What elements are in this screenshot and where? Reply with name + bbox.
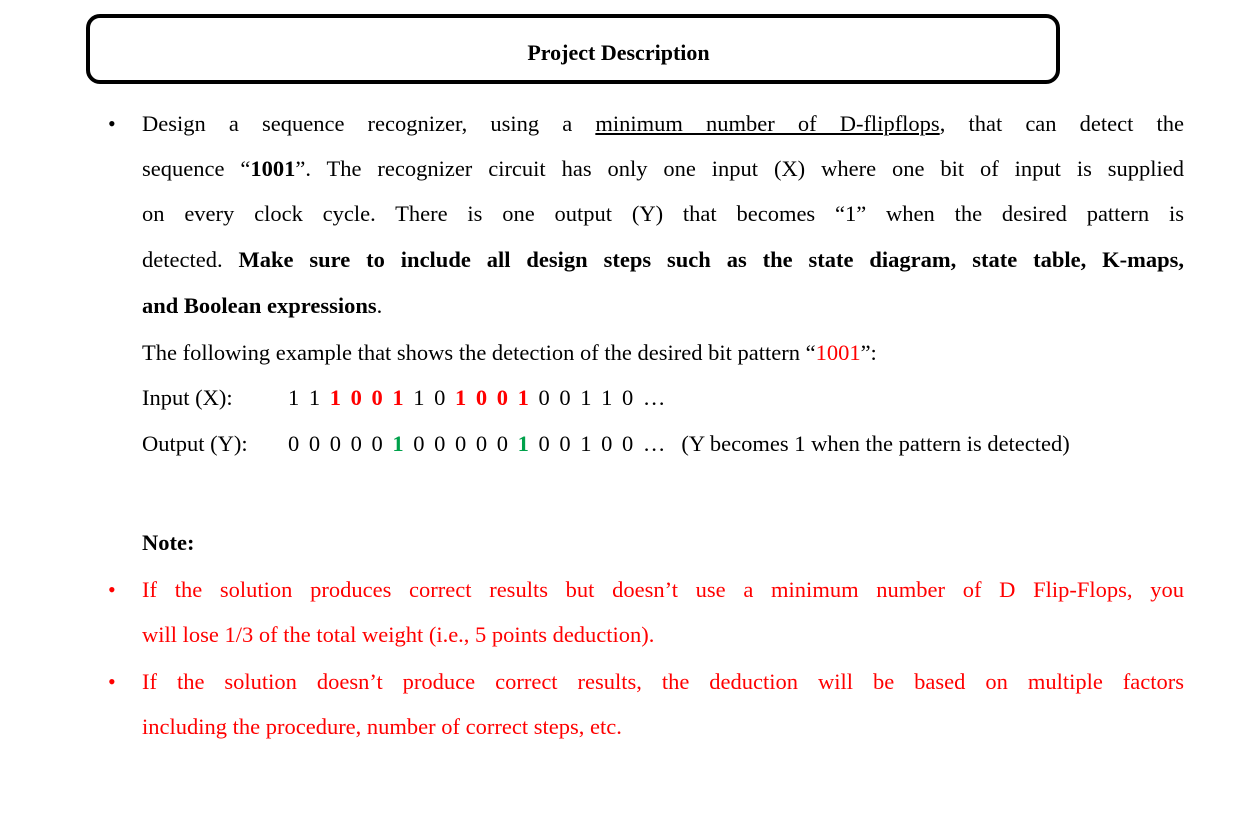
design-line-5: and Boolean expressions. <box>142 293 383 318</box>
underlined-phrase: minimum number of D-flipflops <box>595 111 940 136</box>
note-item-1-line-1: If the solution produces correct results but doesn’t use a minimum number of D Flip-Flops, you <box>142 577 1184 602</box>
output-label: Output (Y): <box>142 431 248 456</box>
input-sequence-row: Input (X): 1 1 1 0 0 1 1 0 1 0 0 1 0 0 1 1 0 … <box>142 383 1184 413</box>
note-item-1-line-2: will lose 1/3 of the total weight (i.e., 5 points deduction). <box>142 622 655 647</box>
page-title: Project Description <box>527 40 710 65</box>
design-line-4: detected. Make sure to include all design steps such as the state diagram, state table, K-maps, <box>142 247 1185 272</box>
pattern-bold: 1001 <box>250 156 296 181</box>
note-item-2-line-2: including the procedure, number of correct steps, etc. <box>142 714 622 739</box>
bullet-icon: • <box>108 111 116 136</box>
note-heading: Note: <box>142 530 195 555</box>
bullet-icon: • <box>108 669 116 694</box>
output-sequence-row: Output (Y): 0 0 0 0 0 1 0 0 0 0 0 1 0 0 1 0 0 … (Y becomes 1 when the pattern is detected) <box>142 429 1184 459</box>
input-label: Input (X): <box>142 385 233 410</box>
note-item-2-line-1: If the solution doesn’t produce correct results, the deduction will be based on multiple factors <box>142 669 1184 694</box>
design-line-2: sequence “1001”. The recognizer circuit has only one input (X) where one bit of input is supplied <box>142 156 1184 181</box>
bullet-icon: • <box>108 577 116 602</box>
design-line-1: Design a sequence recognizer, using a minimum number of D-flipflops, that can detect the <box>142 111 1184 136</box>
output-note: (Y becomes 1 when the pattern is detected) <box>681 431 1070 456</box>
design-line-3: on every clock cycle. There is one output (Y) that becomes “1” when the desired pattern is <box>142 201 1184 226</box>
example-intro: The following example that shows the detection of the desired bit pattern “1001”: <box>142 340 877 365</box>
